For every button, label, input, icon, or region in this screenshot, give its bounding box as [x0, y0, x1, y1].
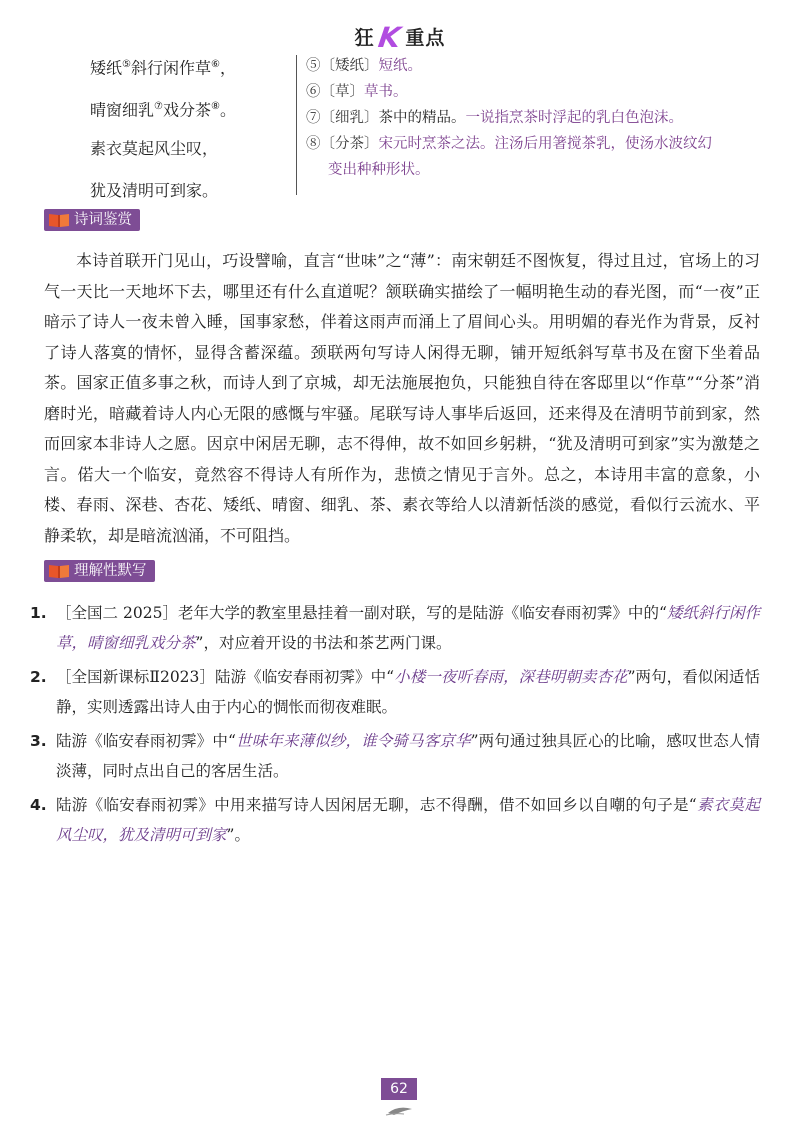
- poem-line: 矮纸⑤斜行闲作草⑥，: [90, 58, 236, 78]
- question-item: 2. ［全国新课标Ⅱ2023］陆游《临安春雨初霁》中“小楼一夜听春雨，深巷明朝卖杏花”两句，看似闲适恬静，实则透露出诗人由于内心的惆怅而彻夜难眠。: [30, 668, 760, 716]
- book-icon: [48, 212, 70, 228]
- note-item: ⑥〔草〕草书。: [306, 84, 408, 100]
- annotation-notes: [306, 53, 776, 183]
- section-title-dictation: 理解性默写: [44, 560, 155, 582]
- leaf-ornament-icon: [384, 1103, 416, 1117]
- answer-text: 世味年来薄似纱，谁令骑马客京华: [235, 732, 471, 750]
- answer-text: 矮纸斜行闲作草，晴窗细乳戏分茶: [56, 604, 760, 652]
- note-item: ⑧〔分茶〕宋元时烹茶之法。注汤后用箸搅茶乳，使汤水波纹幻 变出种种形状。: [306, 136, 712, 178]
- brand-k-logo: K: [375, 21, 404, 54]
- section-title-appreciation: 诗词鉴赏: [44, 209, 140, 231]
- page-number: 62: [381, 1078, 417, 1100]
- answer-text: 小楼一夜听春雨，深巷明朝卖杏花: [394, 668, 628, 686]
- brand-prefix: 狂: [354, 27, 375, 49]
- book-icon: [48, 563, 70, 579]
- poem-line: 犹及清明可到家。: [90, 181, 219, 200]
- poem-line: 晴窗细乳⑦戏分茶⑧。: [90, 100, 236, 120]
- answer-text: 素衣莫起风尘叹，犹及清明可到家: [56, 796, 760, 844]
- poem-excerpt: [90, 52, 290, 220]
- appreciation-body: [44, 246, 760, 551]
- dictation-questions: [30, 598, 760, 854]
- brand-header: [0, 18, 800, 54]
- poem-line: 素衣莫起风尘叹，: [90, 139, 219, 158]
- note-item: ⑦〔细乳〕茶中的精品。一说指烹茶时浮起的乳白色泡沫。: [306, 110, 683, 126]
- question-item: 1. ［全国二 2025］老年大学的教室里悬挂着一副对联，写的是陆游《临安春雨初霁》中的“矮纸斜行闲作草，晴窗细乳戏分茶”，对应着开设的书法和茶艺两门课。: [30, 604, 760, 652]
- appreciation-paragraph: 本诗首联开门见山，巧设譬喻，直言“世味”之“薄”：南宋朝廷不图恢复，得过且过，官场上的习气一天比一天地坏下去，哪里还有什么直道呢？颔联确实描绘了一幅明艳生动的春光图，而“一夜”正暗示了诗人一夜未曾入睡，国事家愁，伴着这雨声而涌上了眉间心头。用明媚的春光作为背景，反衬了诗人落寞的情怀，显得含蓄深蕴。颈联两句写诗人闲得无聊，铺开短纸斜写草书及在窗下坐着品茶。国家正值多事之秋，而诗人到了京城，却无法施展抱负，只能独自待在客邸里以“作草”“分茶”消磨时光，暗藏着诗人内心无限的感慨与牢骚。尾联写诗人事毕后返回，还来得及在清明节前到家，然而回家本非诗人之愿。因京中闲居无聊，志不得伸，故不如回乡躬耕，“犹及清明可到家”实为激楚之言。偌大一个临安，竟然容不得诗人有所作为，悲愤之情见于言外。总之，本诗用丰富的意象，小楼、春雨、深巷、杏花、矮纸、晴窗、细乳、茶、素衣等给人以清新恬淡的感觉，看似行云流水、平静柔软，却是暗流汹涌，不可阻挡。: [44, 251, 760, 545]
- brand-suffix: 重点: [405, 27, 446, 49]
- question-item: 4. 陆游《临安春雨初霁》中用来描写诗人因闲居无聊，志不得酬，借不如回乡以自嘲的句子是“素衣莫起风尘叹，犹及清明可到家”。: [30, 796, 760, 844]
- column-divider: [296, 55, 297, 195]
- note-item: ⑤〔矮纸〕短纸。: [306, 58, 422, 74]
- question-item: 3. 陆游《临安春雨初霁》中“世味年来薄似纱，谁令骑马客京华”两句通过独具匠心的比喻，感叹世态人情淡薄，同时点出自己的客居生活。: [30, 732, 760, 780]
